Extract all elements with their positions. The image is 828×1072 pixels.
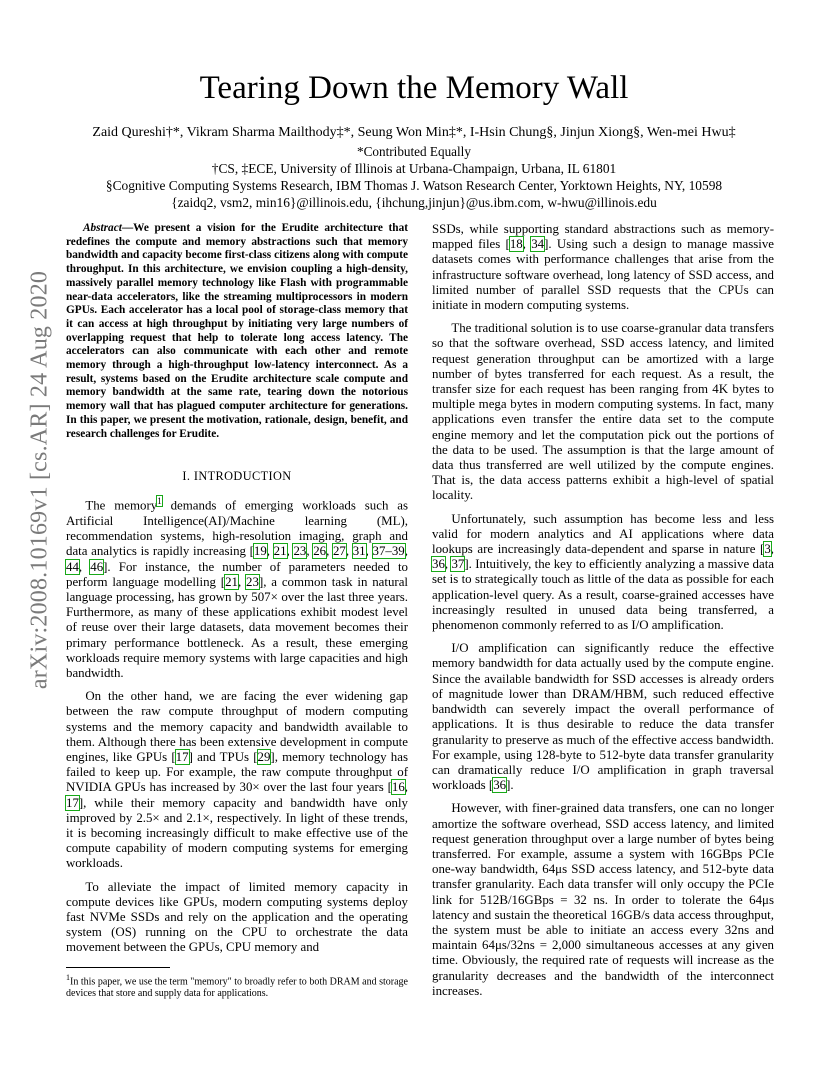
citation-link[interactable]: 23 <box>246 574 259 589</box>
text-run: ]. For instance, the number of parameters needed to perform language modelling [ <box>66 559 408 589</box>
footnote-text: In this paper, we use the term "memory" to broadly refer to both DRAM and storage devices that store and supply data for applications. <box>66 976 408 1000</box>
citation-link[interactable]: 46 <box>90 559 104 574</box>
footnote-link[interactable]: 1 <box>157 496 162 507</box>
citation-link[interactable]: 29 <box>257 750 271 764</box>
intro-paragraph-6 <box>432 641 774 793</box>
citation-link[interactable]: 27 <box>332 544 346 559</box>
intro-paragraph-7: However, with finer-grained data transfers, one can no longer amortize the software overhead, SSD access latency, and limited request generation throughput over a large number of bytes being transferred. For example, assume a system with 16GBps PCIe one-way bandwidth, 64μs SSD access latency, and 512-byte data transfer granularity. Each data transfer will only occupy the PCIe link for 512B/16GBps = 32 ns. In order to tolerate the 64μs latency and sustain the theoretical 16GB/s data access throughput, the system must be able to initiate an access every 32ns and maintain 64μs/32ns = 2,000 simultaneous accesses at any given time. Obviously, the required rate of requests will increase as the granularity decreases and the bandwidth of the interconnect increases. <box>432 801 774 998</box>
text-run: I/O amplification can significantly reduce the effective memory bandwidth for data actually used by the compute engine. Since the available bandwidth for SSD accesses is already orders of magnitude lower than DRAM/HBM, such reduced effective bandwidth can severely impact the overall performance of applications. It is thus desirable to reduce the data transfer granularity to preserve as much of the effective access bandwidth. For example, using 128-byte to 512-byte data transfer granularity can dramatically reduce I/O amplification in graph traversal workloads [ <box>432 641 774 793</box>
intro-paragraph-3-continued: SSDs, while supporting standard abstractions such as memory-mapped files [18, 34]. Using such a design to manage massive datasets comes with performance challenges that arise from the infrastructure software overhead, long latency of SSD access, and limited number of parallel SSD requests that the CPUs can initiate in modern computing systems. <box>432 222 774 313</box>
affiliation-ibm: §Cognitive Computing Systems Research, IBM Thomas J. Watson Research Center, Yorktown Heights, NY, 10598 <box>105 178 723 193</box>
right-column <box>432 222 774 1007</box>
citation-link[interactable]: 17 <box>66 795 79 810</box>
text-run: demands of emerging workloads such as Artificial Intelligence(AI)/Machine learning (ML), recommendation systems, high-resolution imaging, graph and data analytics is rapidly increasing [ <box>66 498 408 559</box>
intro-paragraph-1: The memory$^1$ demands of emerging workloads such as Artificial Intelligence(AI)/Machine learning (ML), recommendation systems, high-resolution imaging, graph and data analytics is rapidly increasing [19, 21, 23, 26, 27, 31, 37–39, 44, 46]. For instance, the number of parameters needed to perform language modelling [21, 23], a common task in natural language processing, has grown by 507× over the last three years. Furthermore, as many of these applications exhibit modest level of reuse over their large datasets, data movement becomes their primary performance bottleneck. As a result, these emerging workloads require memory systems with large capacities and high bandwidth. <box>66 496 409 680</box>
citation-link[interactable]: 36 <box>432 557 445 572</box>
citation-link[interactable]: 36 <box>493 778 507 793</box>
citation-link[interactable]: 31 <box>352 544 366 559</box>
paper-title: Tearing Down the Memory Wall <box>199 70 629 106</box>
arxiv-identifier: arXiv:2008.10169v1 [cs.AR] 24 Aug 2020 <box>26 270 53 690</box>
citation-link[interactable]: 37 <box>451 557 465 572</box>
text-run: Unfortunately, such assumption has become less and less valid for modern analytics and AI applications where data lookups are increasingly data-dependent and sparse in nature [ <box>432 511 774 557</box>
text-run: On the other hand, we are facing the ever widening gap between the raw compute throughput of modern computing systems and the memory capacity and bandwidth available to them. Although there has been extensive development in compute engines, like GPUs [ <box>66 689 408 764</box>
footnote-mark: 1 <box>66 973 70 982</box>
abstract <box>66 222 408 441</box>
abstract-label: Abstract <box>82 222 122 234</box>
citation-link[interactable]: 37–39 <box>372 544 405 559</box>
intro-paragraph-2: On the other hand, we are facing the ever widening gap between the raw compute throughput of modern computing systems and the memory capacity and bandwidth available to them. Although there has been extensive development in compute engines, like GPUs [17] and TPUs [29], memory technology has failed to keep up. For example, the raw compute throughput of NVIDIA GPUs has increased by 30× over the last four years [16, 17], while their memory capacity and bandwidth have only improved by 2.5× and 2.1×, respectively. In light of these trends, it is becoming increasingly difficult to make effective use of the compute capability of modern computing systems for emerging workloads. <box>66 689 408 871</box>
citation-link[interactable]: 21 <box>273 544 287 559</box>
text-run: ]. Intuitively, the key to efficiently analyzing a massive data set is to strategically touch as little of the data as possible for each application-level query. As a result, coarse-grained accesses have increasingly resulted in unused data being transferred, a phenomenon commonly referred to as I/O amplification. <box>432 557 774 633</box>
intro-paragraph-4: The traditional solution is to use coarse-granular data transfers so that the software overhead, SSD access latency, and limited request generation throughput can be amortized with a large number of bytes transferred for each request. As a result, the transfer size for each request has been ranging from 4K bytes to multiple mega bytes in modern computing systems. In fact, many applications even transfer the entire data set to the compute engine memory and let the computation pick out the portions of the data to be used. The assumption is that the large amount of data thus transferred are well utilized by the compute engines. That is, the data access patterns exhibit a high-level of spatial locality. <box>432 321 774 503</box>
text-run: The memory <box>85 498 158 513</box>
arxiv-identifier-margin <box>20 270 60 690</box>
author-list: Zaid Qureshi†*, Vikram Sharma Mailthody‡*, Seung Won Min‡*, I-Hsin Chung§, Jinjun Xiong§, Wen-mei Hwu‡ <box>92 125 736 140</box>
section-heading-introduction: I. INTRODUCTION <box>182 469 292 484</box>
contribution-note: *Contributed Equally <box>357 144 471 159</box>
abstract-text: —We present a vision for the Erudite architecture that redefines the compute and memory abstractions such that memory bandwidth and capacity become first-class citizens along with compute throughput. In this architecture, we envision coupling a high-density, massively parallel memory technology like Flash with programmable near-data accelerators, like the streaming multiprocessors in modern GPUs. Each accelerator has a local pool of storage-class memory that it can access at high throughput by initiating very large numbers of overlapping request that help to tolerate long access latency. The accelerators can also communicate with each other and remote memory through a high-throughput low-latency interconnect. As a result, systems based on the Erudite architecture scale compute and memory bandwidth at the same rate, tearing down the notorious memory wall that has plagued computer architecture for generations. In this paper, we present the motivation, rationale, design, benefit, and research challenges for Erudite. <box>66 222 408 440</box>
intro-paragraph-3: To alleviate the impact of limited memory capacity in compute devices like GPUs, modern computing systems deploy fast NVMe SSDs and rely on the application and the operating system (OS) running on the CPU to orchestrate the data movement between the GPUs, CPU memory and <box>66 879 408 955</box>
text-run: ], memory technology has failed to keep up. For example, the raw compute throughput of NVIDIA GPUs has increased by 30× over the last four years [ <box>66 750 408 795</box>
citation-link[interactable]: 34 <box>531 237 545 252</box>
left-column <box>66 222 408 964</box>
text-run: ], a common task in natural language processing, has grown by 507× over the last three years. Furthermore, as many of these applications exhibit modest level of reuse over their large datasets, data movement becomes their primary performance bottleneck. As a result, these emerging workloads require memory systems with large capacities and high bandwidth. <box>66 574 409 680</box>
text-run: ] and TPUs [ <box>188 750 258 764</box>
citation-link[interactable]: 21 <box>225 574 238 589</box>
citation-link[interactable]: 26 <box>313 544 327 559</box>
citation-link[interactable]: 44 <box>66 559 79 574</box>
text-run: ]. <box>506 778 514 793</box>
text-run: ], while their memory capacity and bandwidth have only improved by 2.5× and 2.1×, respectively. In light of these trends, it is becoming increasingly difficult to make effective use of the compute capability of modern computing systems for emerging workloads. <box>66 795 408 871</box>
footnote-rule <box>66 967 170 968</box>
text-run: SSDs, while supporting standard abstractions such as memory-mapped files [ <box>432 222 774 252</box>
affiliation-uiuc: †CS, ‡ECE, University of Illinois at Urbana-Champaign, Urbana, IL 61801 <box>211 161 617 176</box>
citation-link[interactable]: 17 <box>175 750 189 764</box>
author-emails: {zaidq2, vsm2, min16}@illinois.edu, {ihchung,jinjun}@us.ibm.com, w-hwu@illinois.edu <box>171 195 657 210</box>
citation-link[interactable]: 23 <box>293 544 307 559</box>
citation-link[interactable]: 18 <box>509 237 523 252</box>
text-run: ]. Using such a design to manage massive datasets comes with performance challenges that arise from the infrastructure software overhead, long latency of SSD access, and limited number of parallel SSD requests that the CPUs can initiate in modern computing systems. <box>432 237 774 313</box>
citation-link[interactable]: 3 <box>764 542 771 557</box>
citation-link[interactable]: 16 <box>391 780 405 795</box>
footnote <box>66 972 408 1000</box>
citation-link[interactable]: 19 <box>253 544 267 559</box>
intro-paragraph-5: Unfortunately, such assumption has become less and less valid for modern analytics and AI applications where data lookups are increasingly data-dependent and sparse in nature [3, 36, 37]. Intuitively, the key to efficiently analyzing a massive data set is to strategically touch as little of the data as possible for each application-level query. As a result, coarse-grained accesses have increasingly resulted in unused data being transferred, a phenomenon commonly referred to as I/O amplification. <box>432 511 774 633</box>
